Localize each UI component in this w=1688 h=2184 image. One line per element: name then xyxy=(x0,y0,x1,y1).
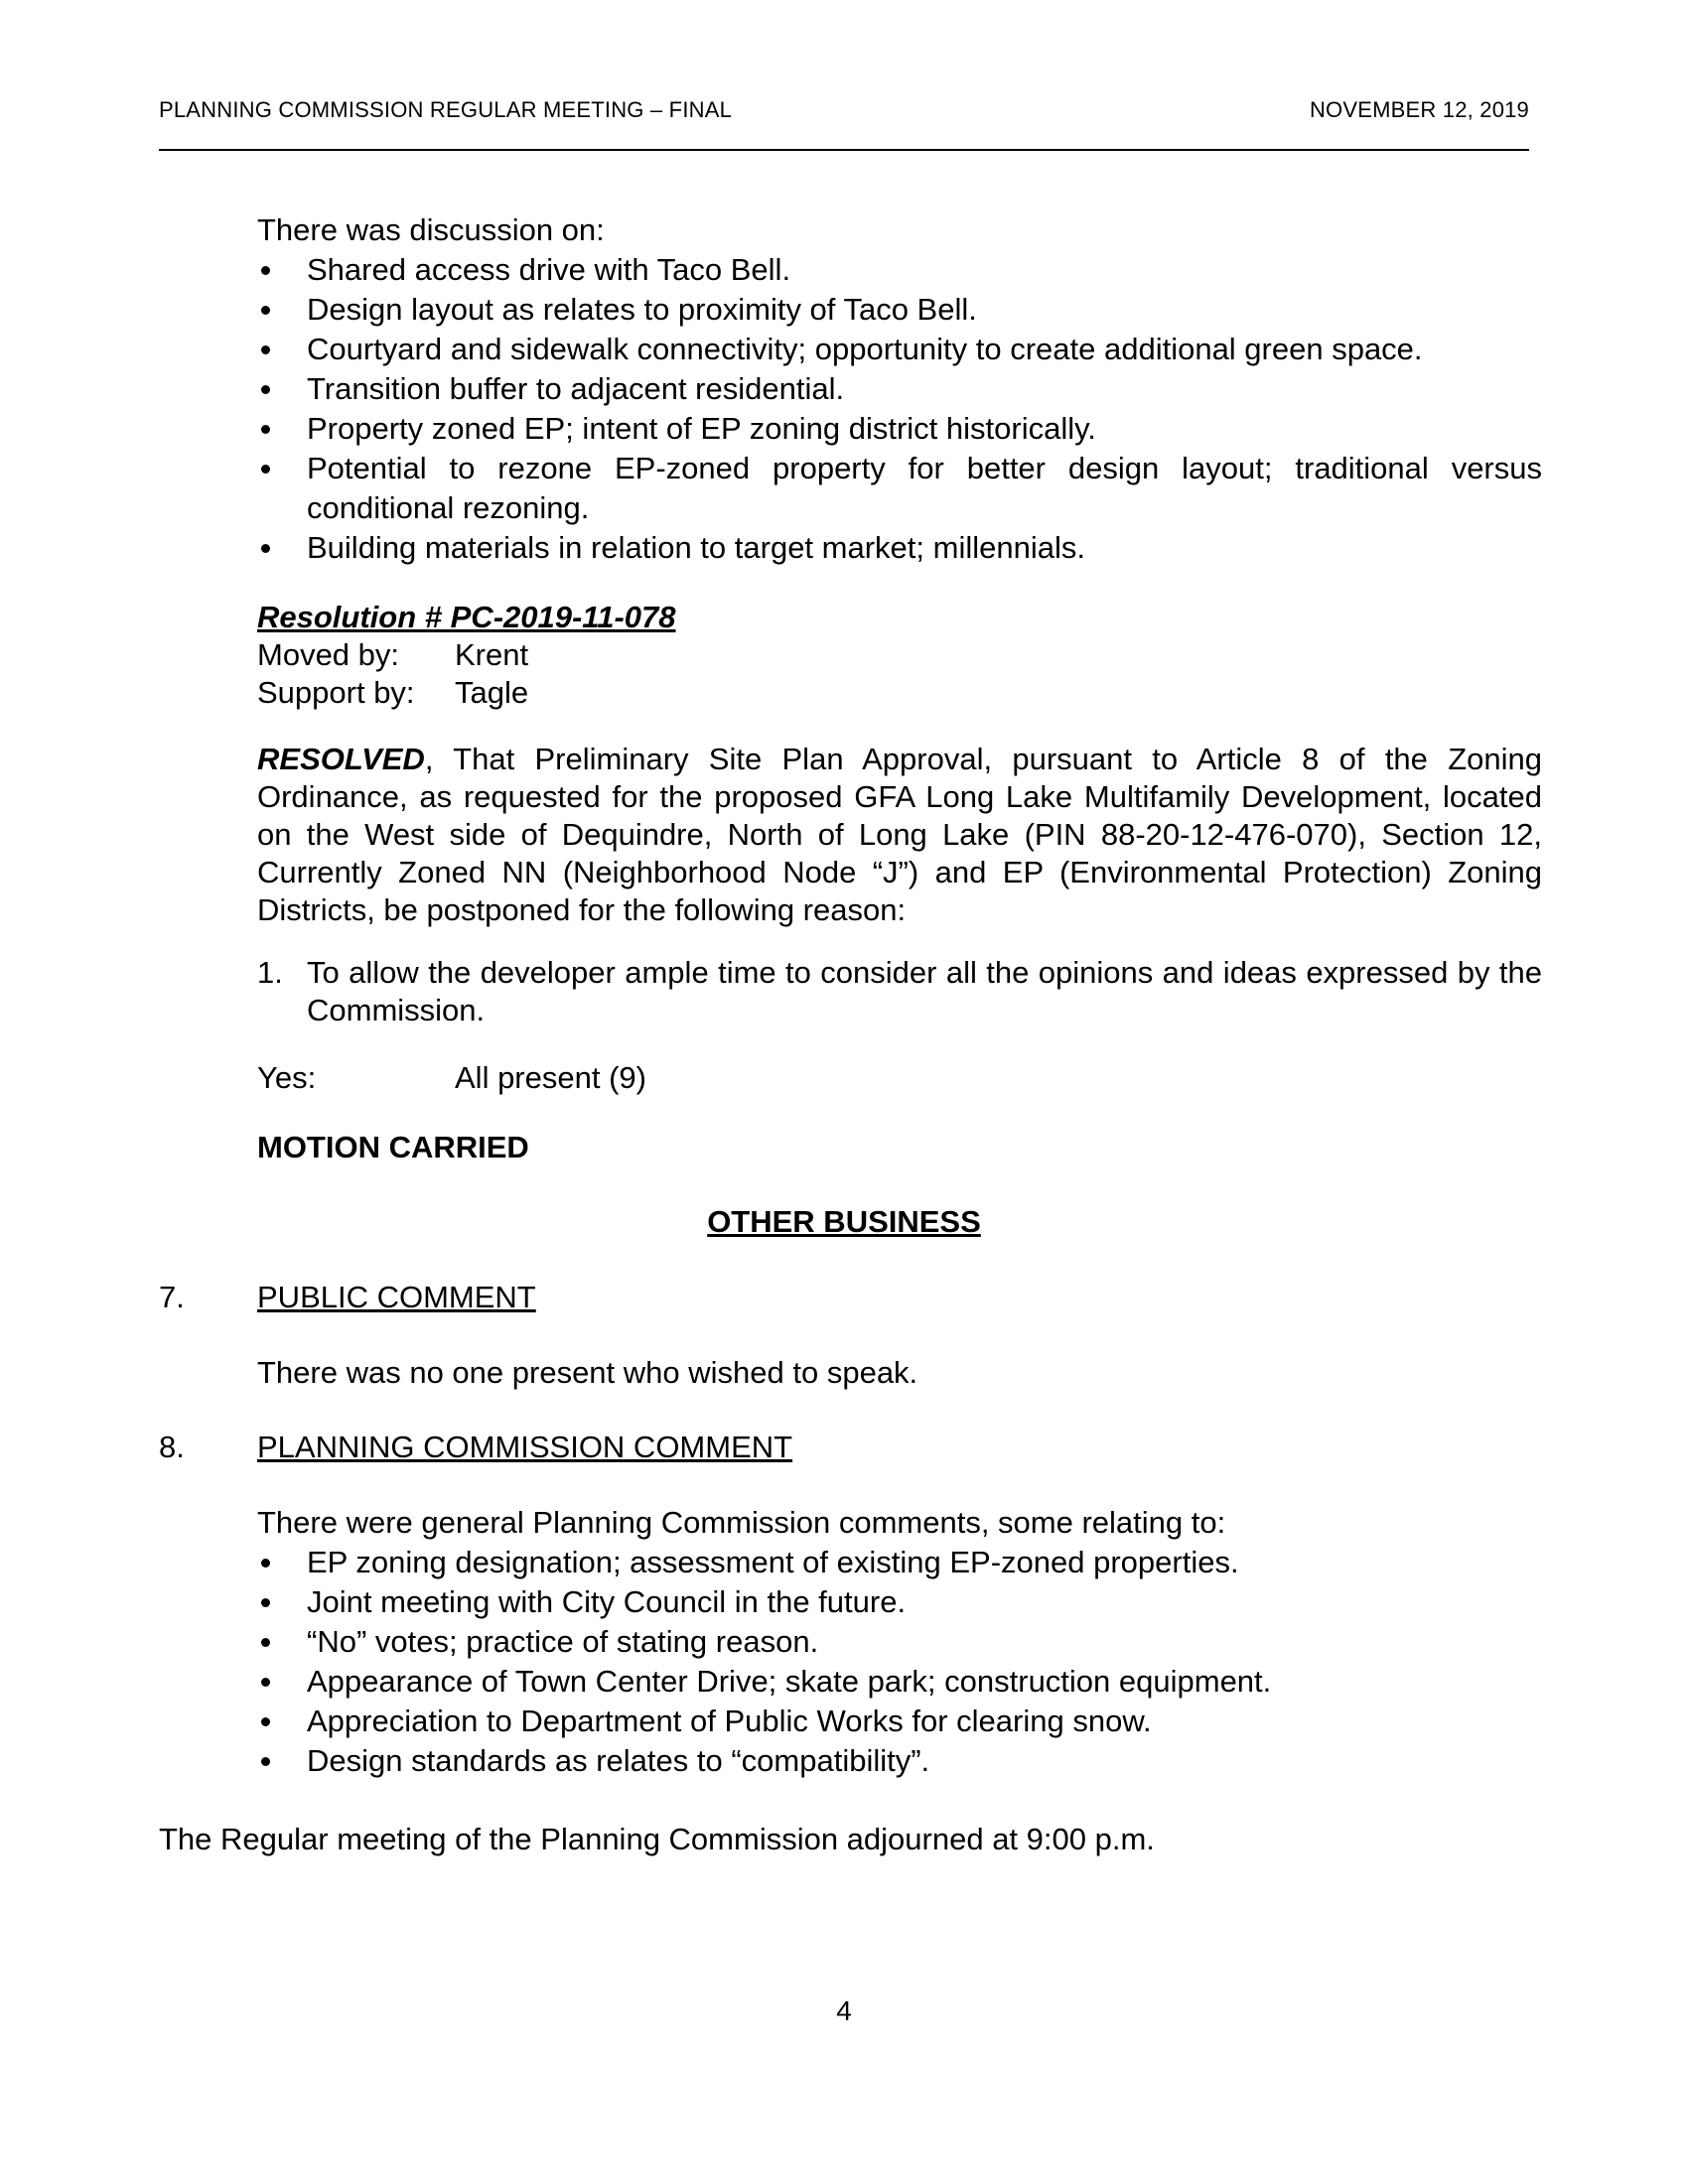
list-item: Appreciation to Department of Public Works for clearing snow. xyxy=(307,1704,1152,1738)
discussion-list xyxy=(257,250,1542,568)
list-item: Property zoned EP; intent of EP zoning district historically. xyxy=(307,411,1096,446)
section-7-text: There was no one present who wished to speak. xyxy=(257,1355,918,1390)
resolution-body xyxy=(257,741,1542,929)
list-item: Potential to rezone EP-zoned property for better design layout; traditional versus conditional rezoning. xyxy=(307,451,1542,525)
discussion-intro: There was discussion on: xyxy=(257,212,605,247)
vote-value: All present (9) xyxy=(455,1060,646,1095)
header-divider xyxy=(159,149,1529,151)
moved-by-row xyxy=(257,636,1542,674)
list-item: EP zoning designation; assessment of existing EP-zoned properties. xyxy=(307,1545,1239,1579)
list-item: Building materials in relation to target market; millennials. xyxy=(307,530,1085,565)
moved-by-label: Moved by: xyxy=(257,637,400,672)
adjournment-text: The Regular meeting of the Planning Commission adjourned at 9:00 p.m. xyxy=(159,1822,1155,1856)
vote-label: Yes: xyxy=(257,1060,317,1095)
section-8-body xyxy=(257,1503,1542,1781)
moved-by-value: Krent xyxy=(455,637,529,672)
resolution-header xyxy=(257,599,1542,712)
list-item: Appearance of Town Center Drive; skate park; construction equipment. xyxy=(307,1664,1272,1699)
list-number: 1. xyxy=(257,955,283,990)
header-title: PLANNING COMMISSION REGULAR MEETING – FINAL xyxy=(159,97,733,122)
support-by-row xyxy=(257,674,1542,712)
resolution-title: Resolution # PC-2019-11-078 xyxy=(257,600,676,634)
reason-text: To allow the developer ample time to consider all the opinions and ideas expressed by the Commission. xyxy=(307,955,1542,1027)
section-number: 8. xyxy=(159,1430,185,1464)
section-8-heading xyxy=(0,1428,1688,1467)
motion-status: MOTION CARRIED xyxy=(257,1130,529,1164)
section-7-heading xyxy=(0,1278,1688,1317)
reason-list xyxy=(257,954,1542,1029)
vote-row xyxy=(257,1058,1542,1098)
section-number: 7. xyxy=(159,1280,185,1314)
resolved-keyword: RESOLVED xyxy=(257,742,425,776)
comments-intro: There were general Planning Commission comments, some relating to: xyxy=(257,1505,1226,1540)
support-by-label: Support by: xyxy=(257,675,415,710)
header-date: NOVEMBER 12, 2019 xyxy=(1309,97,1529,122)
discussion-section xyxy=(257,210,1542,568)
support-by-value: Tagle xyxy=(455,675,529,710)
comments-list xyxy=(257,1543,1542,1781)
list-item: Design standards as relates to “compatibility”. xyxy=(307,1743,930,1778)
list-item xyxy=(257,954,1542,1029)
list-item: Joint meeting with City Council in the future. xyxy=(307,1584,907,1619)
section-title: PLANNING COMMISSION COMMENT xyxy=(257,1430,793,1464)
resolved-text: , That Preliminary Site Plan Approval, pursuant to Article 8 of the Zoning Ordinance, as requested for the proposed GFA Long Lake Multifamily Development, located on the West side of Dequindre, North of Long Lake (PIN 88-20-12-476-070), Section 12, Currently Zoned NN (Neighborhood Node “J”) and EP (Environmental Protection) Zoning Districts, be postponed for the following reason: xyxy=(257,742,1542,927)
page-number: 4 xyxy=(836,1995,852,2026)
list-item: “No” votes; practice of stating reason. xyxy=(307,1624,819,1659)
list-item: Design layout as relates to proximity of Taco Bell. xyxy=(307,292,977,327)
page-header xyxy=(159,97,1529,127)
list-item: Transition buffer to adjacent residential. xyxy=(307,371,845,406)
section-title: PUBLIC COMMENT xyxy=(257,1280,536,1314)
other-business-heading: OTHER BUSINESS xyxy=(707,1204,981,1239)
list-item: Shared access drive with Taco Bell. xyxy=(307,252,791,287)
list-item: Courtyard and sidewalk connectivity; opportunity to create additional green space. xyxy=(307,332,1423,366)
